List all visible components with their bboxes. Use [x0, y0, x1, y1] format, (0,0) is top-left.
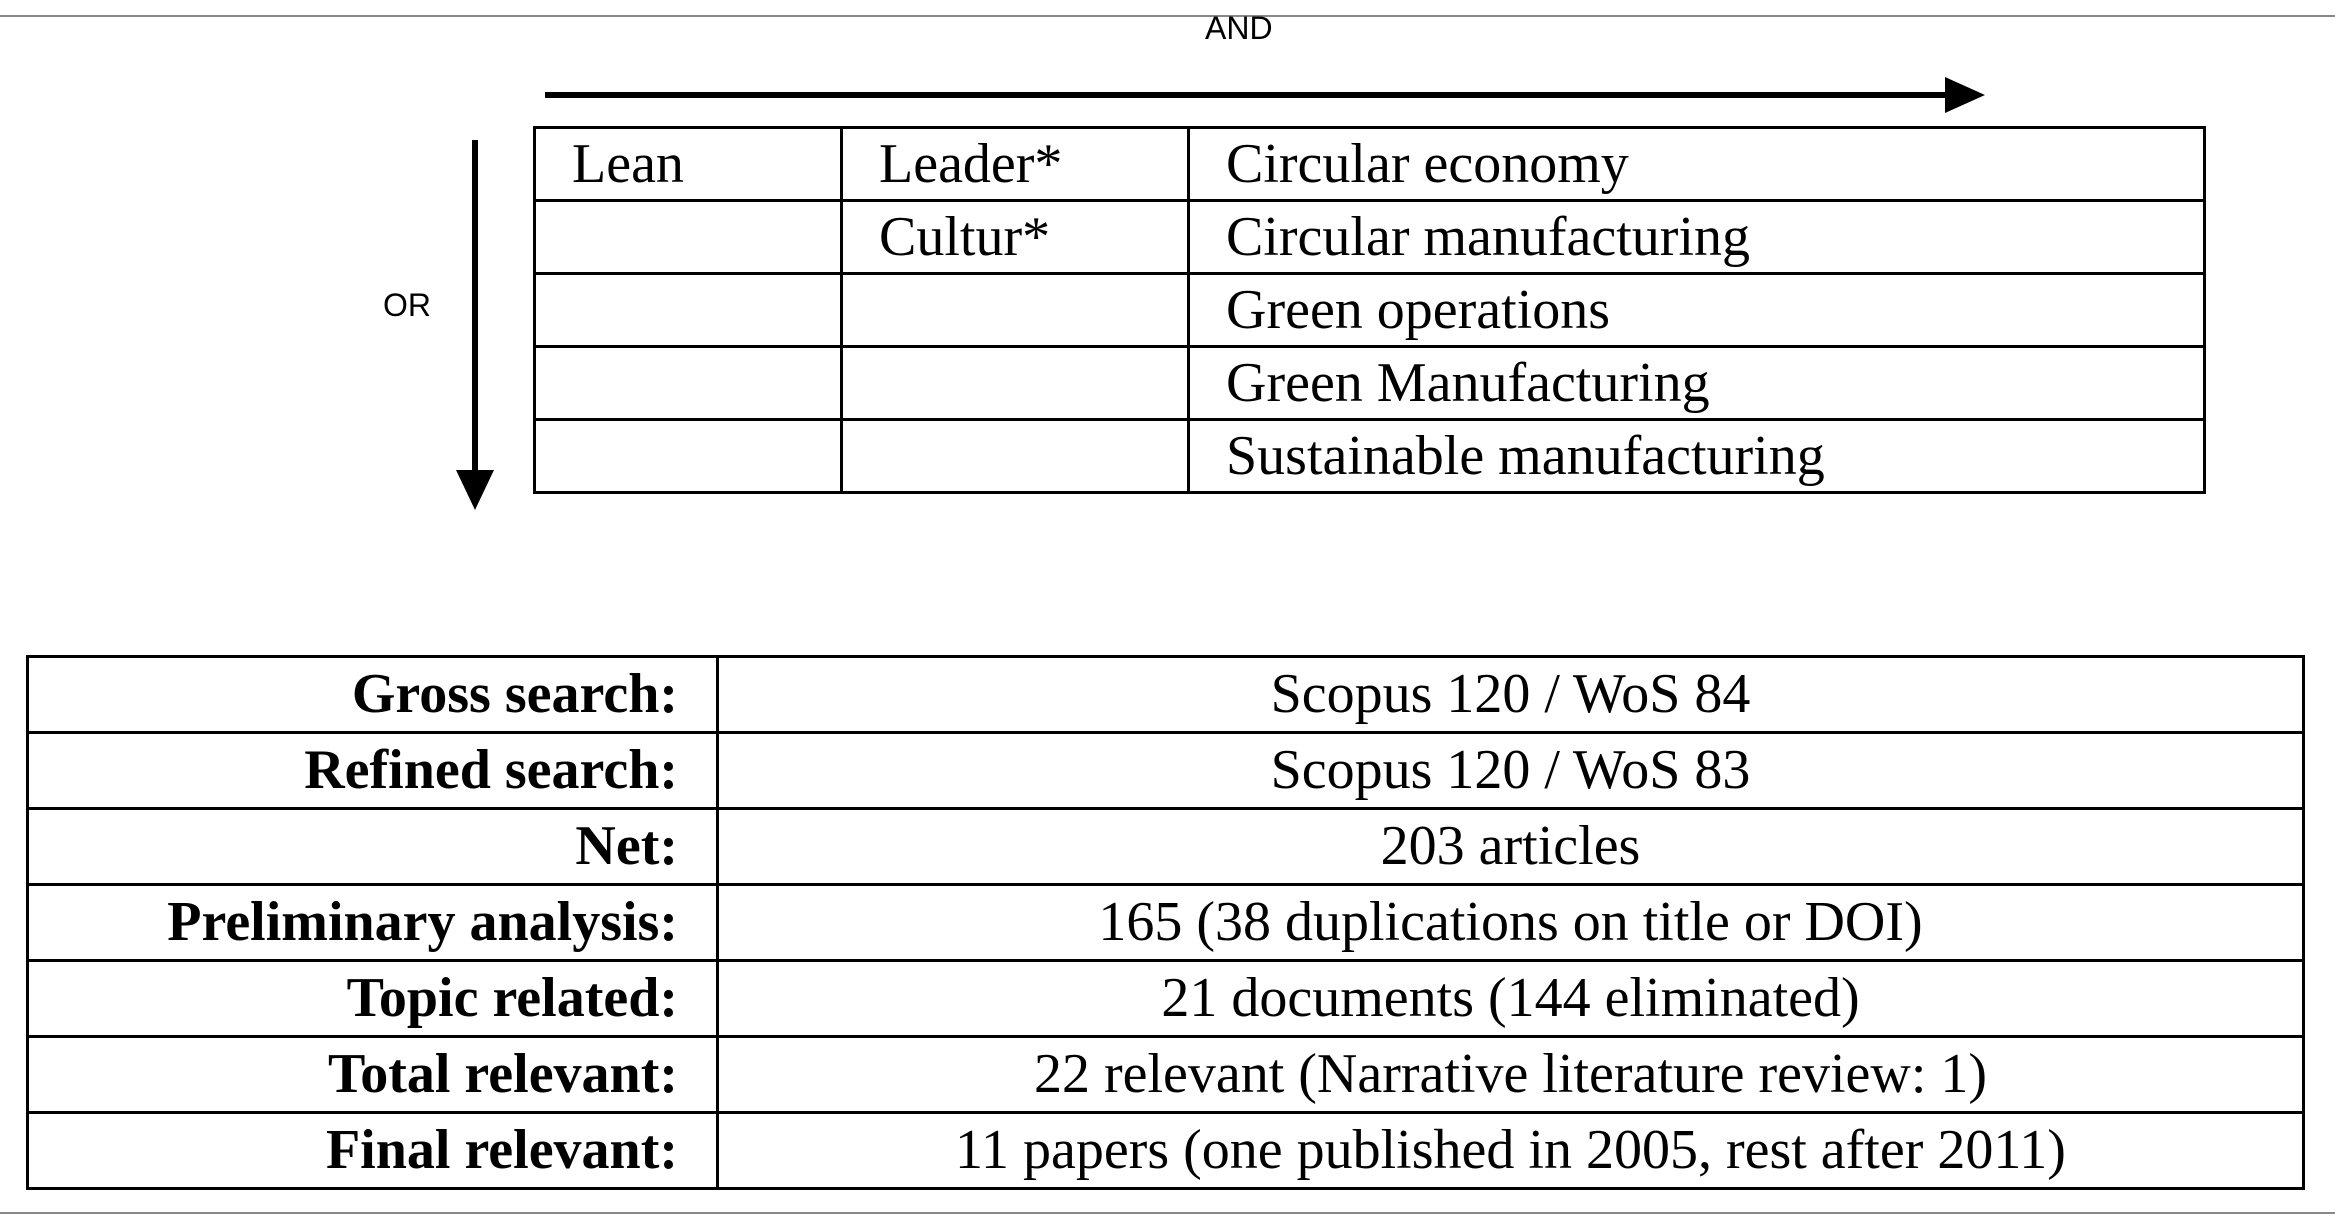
terms-cell: [842, 274, 1189, 347]
results-value: 21 documents (144 eliminated): [718, 961, 2304, 1037]
terms-cell: Green operations: [1189, 274, 2205, 347]
terms-cell: Circular manufacturing: [1189, 201, 2205, 274]
terms-cell: Lean: [535, 128, 842, 201]
results-value: 11 papers (one published in 2005, rest after 2011): [718, 1113, 2304, 1189]
results-label: Preliminary analysis:: [28, 885, 718, 961]
results-value: 165 (38 duplications on title or DOI): [718, 885, 2304, 961]
and-label: AND: [1205, 10, 1273, 46]
terms-cell: [535, 420, 842, 493]
terms-row: [535, 201, 2205, 274]
terms-row: [535, 128, 2205, 201]
terms-cell: [842, 420, 1189, 493]
results-label: Net:: [28, 809, 718, 885]
terms-row: [535, 420, 2205, 493]
results-row: [28, 961, 2304, 1037]
results-row: [28, 657, 2304, 733]
terms-row: [535, 347, 2205, 420]
terms-cell: [535, 274, 842, 347]
results-label: Refined search:: [28, 733, 718, 809]
results-row: [28, 809, 2304, 885]
terms-cell: [535, 347, 842, 420]
terms-cell: Leader*: [842, 128, 1189, 201]
results-value: Scopus 120 / WoS 84: [718, 657, 2304, 733]
results-row: [28, 1113, 2304, 1189]
or-arrow: [456, 140, 494, 510]
and-arrow: [545, 77, 1985, 113]
terms-row: [535, 274, 2205, 347]
terms-cell: Sustainable manufacturing: [1189, 420, 2205, 493]
results-label: Final relevant:: [28, 1113, 718, 1189]
results-label: Total relevant:: [28, 1037, 718, 1113]
results-value: Scopus 120 / WoS 83: [718, 733, 2304, 809]
bottom-rule: [0, 1212, 2335, 1214]
search-terms-table: [533, 126, 2206, 494]
terms-cell: Circular economy: [1189, 128, 2205, 201]
results-row: [28, 1037, 2304, 1113]
results-value: 203 articles: [718, 809, 2304, 885]
search-results-table: [26, 655, 2305, 1190]
results-label: Gross search:: [28, 657, 718, 733]
results-row: [28, 885, 2304, 961]
terms-cell: [842, 347, 1189, 420]
terms-cell: Cultur*: [842, 201, 1189, 274]
or-label: OR: [383, 287, 431, 323]
results-row: [28, 733, 2304, 809]
terms-cell: Green Manufacturing: [1189, 347, 2205, 420]
terms-cell: [535, 201, 842, 274]
results-label: Topic related:: [28, 961, 718, 1037]
results-value: 22 relevant (Narrative literature review: 1): [718, 1037, 2304, 1113]
